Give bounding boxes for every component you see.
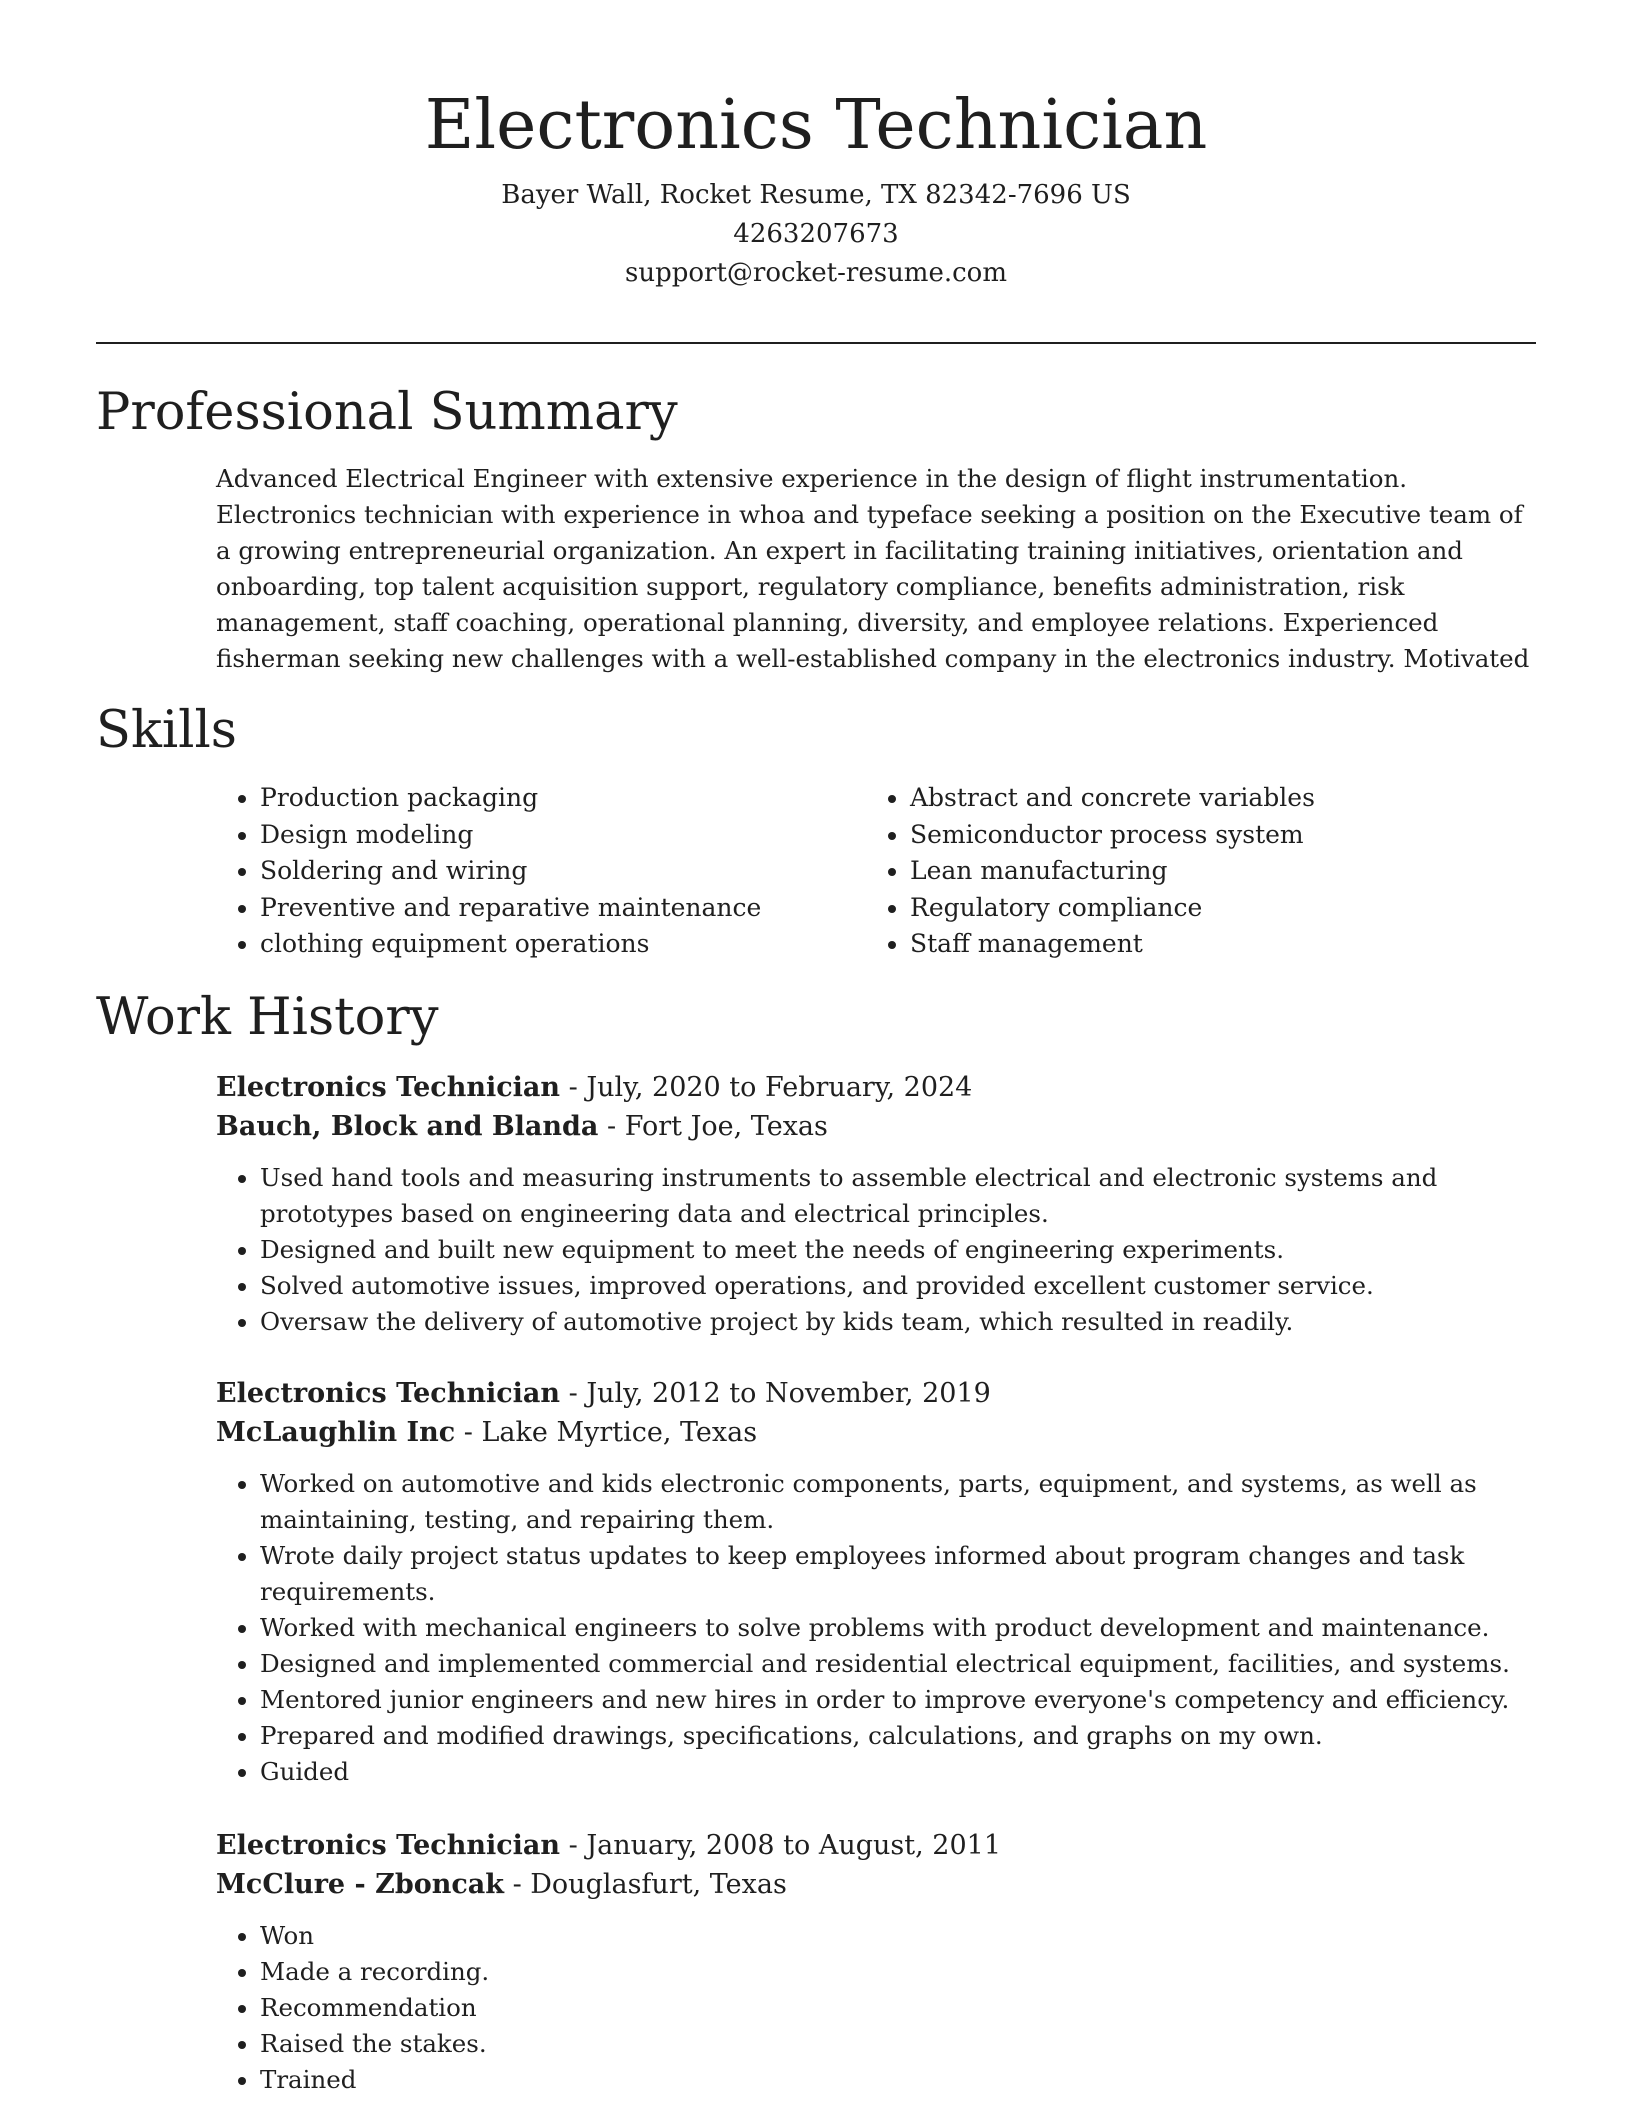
contact-address: Bayer Wall, Rocket Resume, TX 82342-7696 US	[501, 180, 1131, 210]
skill-item: • Staff management	[910, 926, 1526, 963]
job-role: Electronics Technician	[216, 1072, 561, 1103]
summary-heading: Professional Summary	[96, 383, 678, 442]
skills-column-right	[866, 780, 1526, 963]
skill-item: • Preventive and reparative maintenance	[260, 890, 866, 927]
job-company-line	[216, 1413, 1538, 1452]
skills-heading: Skills	[96, 701, 237, 760]
contact-block	[96, 176, 1536, 293]
candidate-name: Electronics Technician	[424, 86, 1208, 165]
contact-phone: 4263207673	[733, 219, 899, 249]
job-dates: - July, 2020 to February, 2024	[560, 1072, 973, 1103]
job-entry	[216, 1826, 1538, 2098]
job-title-line	[216, 1374, 1538, 1413]
skill-item: • Production packaging	[260, 780, 866, 817]
job-company: Bauch, Block and Blanda	[216, 1111, 599, 1142]
job-bullets	[216, 1466, 1538, 1790]
job-bullet: • Guided	[260, 1754, 1538, 1790]
job-bullet: • Raised the stakes.	[260, 2026, 1538, 2062]
job-bullet: • Recommendation	[260, 1990, 1538, 2026]
job-bullet: • Mentored junior engineers and new hires in order to improve everyone's competency and efficiency.	[260, 1682, 1538, 1718]
summary-text: Advanced Electrical Engineer with extensive experience in the design of flight instrumentation. Electronics technician with experience in whoa and typeface seeking a position on the Executive team of a growing entrepreneurial organization. An expert in facilitating training initiatives, orientation and onboarding, top talent acquisition support, regulatory compliance, benefits administration, risk management, staff coaching, operational planning, diversity, and employee relations. Experienced fisherman seeking new challenges with a well-established company in the electronics industry. Motivated	[216, 464, 1530, 673]
job-role: Electronics Technician	[216, 1830, 561, 1861]
job-company-line	[216, 1865, 1538, 1904]
job-bullet: • Used hand tools and measuring instruments to assemble electrical and electronic systems and prototypes based on engineering data and electrical principles.	[260, 1160, 1538, 1232]
job-entry	[216, 1374, 1538, 1790]
job-role: Electronics Technician	[216, 1378, 561, 1409]
job-bullet: • Designed and implemented commercial and residential electrical equipment, facilities, and systems.	[260, 1646, 1538, 1682]
job-bullet: • Won	[260, 1918, 1538, 1954]
job-bullets	[216, 1918, 1538, 2098]
job-bullet: • Worked with mechanical engineers to solve problems with product development and maintenance.	[260, 1610, 1538, 1646]
job-title-line	[216, 1068, 1538, 1107]
job-dates: - July, 2012 to November, 2019	[560, 1378, 991, 1409]
skill-item: • clothing equipment operations	[260, 926, 866, 963]
job-bullet: • Prepared and modified drawings, specifications, calculations, and graphs on my own.	[260, 1718, 1538, 1754]
skill-item: • Soldering and wiring	[260, 853, 866, 890]
job-dates: - January, 2008 to August, 2011	[560, 1830, 1001, 1861]
skill-item: • Abstract and concrete variables	[910, 780, 1526, 817]
job-bullets	[216, 1160, 1538, 1340]
work-history-heading: Work History	[96, 988, 439, 1047]
job-location: - Fort Joe, Texas	[598, 1111, 828, 1142]
job-bullet: • Oversaw the delivery of automotive project by kids team, which resulted in readily.	[260, 1304, 1538, 1340]
job-bullet: • Trained	[260, 2062, 1538, 2098]
job-company: McClure - Zboncak	[216, 1869, 504, 1900]
skill-item: • Regulatory compliance	[910, 890, 1526, 927]
job-bullet: • Made a recording.	[260, 1954, 1538, 1990]
job-company: McLaughlin Inc	[216, 1417, 456, 1448]
contact-email: support@rocket-resume.com	[624, 258, 1007, 288]
job-entry	[216, 1068, 1538, 1340]
job-bullet: • Designed and built new equipment to meet the needs of engineering experiments.	[260, 1232, 1538, 1268]
skill-item: • Design modeling	[260, 817, 866, 854]
skills-list	[216, 780, 1536, 963]
header-divider	[96, 342, 1536, 344]
resume-header	[96, 78, 1536, 293]
job-location: - Douglasfurt, Texas	[503, 1869, 787, 1900]
skill-item: • Lean manufacturing	[910, 853, 1526, 890]
skill-item: • Semiconductor process system	[910, 817, 1526, 854]
job-title-line	[216, 1826, 1538, 1865]
job-company-line	[216, 1107, 1538, 1146]
job-bullet: • Worked on automotive and kids electronic components, parts, equipment, and systems, as well as maintaining, testing, and repairing them.	[260, 1466, 1538, 1538]
job-bullet: • Solved automotive issues, improved operations, and provided excellent customer service.	[260, 1268, 1538, 1304]
job-bullet: • Wrote daily project status updates to keep employees informed about program changes and task requirements.	[260, 1538, 1538, 1610]
skills-column-left	[216, 780, 866, 963]
job-location: - Lake Myrtice, Texas	[455, 1417, 758, 1448]
